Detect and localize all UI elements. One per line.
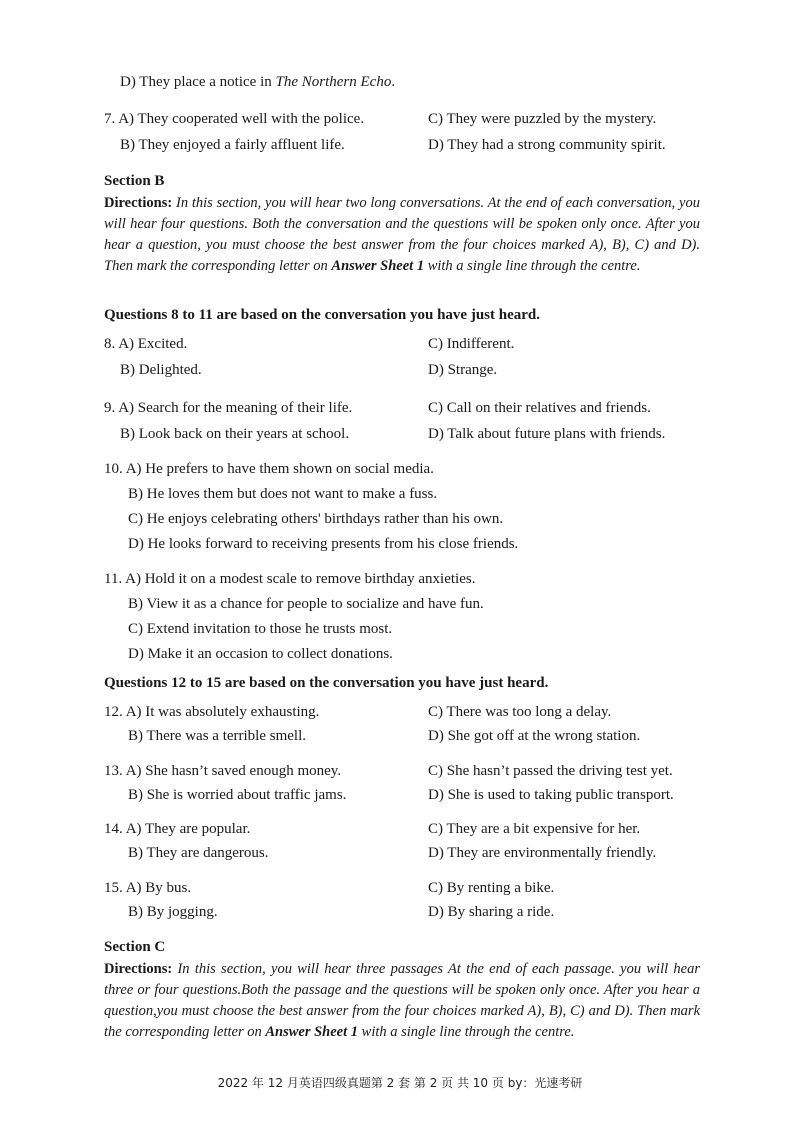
directions-label: Directions: xyxy=(104,961,173,977)
question-13 xyxy=(104,762,341,780)
option-d: D) By sharing a ride. xyxy=(428,904,555,920)
question-number: 13. xyxy=(104,763,123,779)
option-b: B) Look back on their years at school. xyxy=(120,426,350,442)
option-a: A) Hold it on a modest scale to remove birthday anxieties. xyxy=(125,571,476,587)
option-d: D) Talk about future plans with friends. xyxy=(428,426,666,442)
group-heading-12-15: Questions 12 to 15 are based on the conversation you have just heard. xyxy=(104,675,549,691)
question-number: 14. xyxy=(104,821,123,837)
section-c-directions: Directions: In this section, you will hear three passages At the end of each passage. you will hear three or four questions.Both the passage and the questions will be spoken only once. After you hear a question,you must choose the best answer from the four choices marked A), B), C) and D). Then mark the corresponding letter on Answer Sheet 1 with a single line through the centre. xyxy=(104,961,700,1040)
option-b: B) By jogging. xyxy=(128,904,218,920)
option-c: C) Call on their relatives and friends. xyxy=(428,400,651,416)
option-d-previous: D) They place a notice in The Northern Echo. xyxy=(120,74,396,90)
answer-sheet-ref: Answer Sheet 1 xyxy=(331,258,425,274)
option-d: D) Make it an occasion to collect donations. xyxy=(128,646,393,662)
option-b: B) They enjoyed a fairly affluent life. xyxy=(120,137,345,153)
option-b: B) She is worried about traffic jams. xyxy=(128,787,347,803)
question-number: 8. xyxy=(104,336,116,352)
question-number: 12. xyxy=(104,704,123,720)
question-14 xyxy=(104,820,250,838)
question-number: 7. xyxy=(104,111,116,127)
option-d: D) Strange. xyxy=(428,362,498,378)
option-b: B) He loves them but does not want to make a fuss. xyxy=(128,486,438,502)
page-footer: 2022 年 12 月英语四级真题第 2 套 第 2 页 共 10 页 by：光速考研 xyxy=(217,1076,583,1090)
option-a: A) He prefers to have them shown on social media. xyxy=(125,461,434,477)
question-15 xyxy=(104,879,191,897)
option-c: C) They are a bit expensive for her. xyxy=(428,821,641,837)
option-a: A) Excited. xyxy=(118,336,188,352)
option-d: D) She is used to taking public transport. xyxy=(428,787,674,803)
question-12 xyxy=(104,703,319,721)
option-a: A) They are popular. xyxy=(125,821,251,837)
option-c: C) By renting a bike. xyxy=(428,880,555,896)
option-d: D) They are environmentally friendly. xyxy=(428,845,657,861)
question-number: 9. xyxy=(104,400,116,416)
section-b-directions: Directions: In this section, you will hear two long conversations. At the end of each conversation, you will hear four questions. Both the conversation and the questions will be spoken only once. After you hear a question, you must choose the best answer from the four choices marked A), B), C) and D). Then mark the corresponding letter on Answer Sheet 1 with a single line through the centre. xyxy=(104,195,700,274)
question-10 xyxy=(104,460,434,478)
option-a: A) By bus. xyxy=(125,880,192,896)
section-c-title: Section C xyxy=(104,939,166,955)
option-b: B) They are dangerous. xyxy=(128,845,269,861)
newspaper-title: The Northern Echo xyxy=(275,74,392,90)
question-9 xyxy=(104,399,352,417)
option-b: B) View it as a chance for people to socialize and have fun. xyxy=(128,596,484,612)
option-b: B) Delighted. xyxy=(120,362,202,378)
option-c: C) They were puzzled by the mystery. xyxy=(428,111,657,127)
option-c: C) Indifferent. xyxy=(428,336,515,352)
question-11 xyxy=(104,570,475,588)
option-a: A) It was absolutely exhausting. xyxy=(125,704,320,720)
question-number: 10. xyxy=(104,461,123,477)
option-d: D) They had a strong community spirit. xyxy=(428,137,666,153)
answer-sheet-ref: Answer Sheet 1 xyxy=(265,1024,359,1040)
option-a: A) Search for the meaning of their life. xyxy=(118,400,353,416)
option-c: C) He enjoys celebrating others' birthdays rather than his own. xyxy=(128,511,504,527)
option-text: D) They place a notice in xyxy=(120,74,276,90)
question-number: 15. xyxy=(104,880,123,896)
question-number: 11. xyxy=(104,571,123,587)
question-7 xyxy=(104,110,364,128)
option-c: C) Extend invitation to those he trusts most. xyxy=(128,621,393,637)
question-8 xyxy=(104,335,187,353)
option-d: D) She got off at the wrong station. xyxy=(428,728,641,744)
section-b-title: Section B xyxy=(104,173,165,189)
option-d: D) He looks forward to receiving presents from his close friends. xyxy=(128,536,519,552)
group-heading-8-11: Questions 8 to 11 are based on the conversation you have just heard. xyxy=(104,307,540,323)
option-a: A) She hasn’t saved enough money. xyxy=(125,763,342,779)
option-c: C) There was too long a delay. xyxy=(428,704,612,720)
option-b: B) There was a terrible smell. xyxy=(128,728,306,744)
option-c: C) She hasn’t passed the driving test yet. xyxy=(428,763,673,779)
directions-label: Directions: xyxy=(104,195,173,211)
option-a: A) They cooperated well with the police. xyxy=(118,111,365,127)
